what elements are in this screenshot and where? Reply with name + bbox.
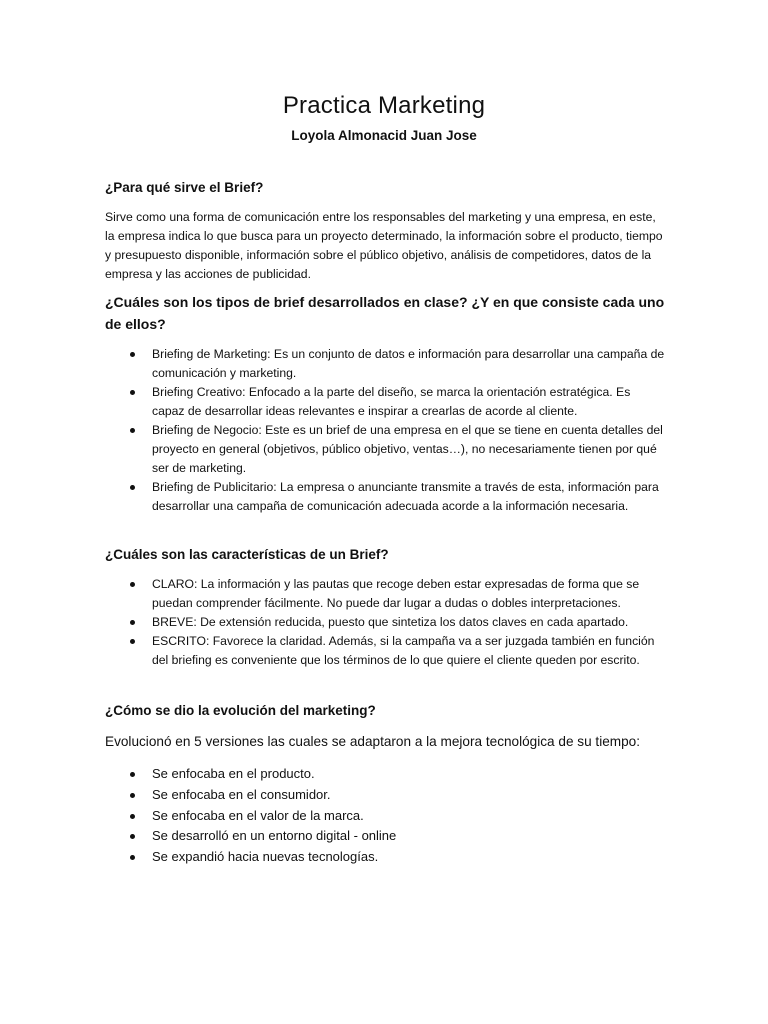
evolution-list [105, 764, 665, 868]
list-item: Briefing de Negocio: Este es un brief de una empresa en el que se tiene en cuenta detalles del proyecto en general (objetivos, público objetivo, ventas…), no necesariamente tienen por qué ser de marketing. [105, 421, 665, 478]
list-item: BREVE: De extensión reducida, puesto que sintetiza los datos claves en cada apartado. [105, 613, 665, 632]
characteristics-list [105, 575, 665, 670]
list-item: Briefing de Marketing: Es un conjunto de datos e información para desarrollar una campaña de comunicación y marketing. [105, 345, 665, 383]
list-item: Se enfocaba en el consumidor. [105, 785, 665, 806]
section-heading: ¿Cuáles son las características de un Brief? [105, 547, 389, 562]
section-heading: ¿Cómo se dio la evolución del marketing? [105, 703, 376, 718]
list-item: ESCRITO: Favorece la claridad. Además, si la campaña va a ser juzgada también en función del briefing es conveniente que los términos de lo que quiere el cliente queden por escrito. [105, 632, 665, 670]
list-item: Briefing Creativo: Enfocado a la parte del diseño, se marca la orientación estratégica. Es capaz de desarrollar ideas relevantes e inspirar a crearlas de acorde al cliente. [105, 383, 665, 421]
list-item: Se desarrolló en un entorno digital - online [105, 826, 665, 847]
list-item: Se expandió hacia nuevas tecnologías. [105, 847, 665, 868]
document-author: Loyola Almonacid Juan Jose [291, 128, 477, 143]
list-item: CLARO: La información y las pautas que recoge deben estar expresadas de forma que se puedan comprender fácilmente. No puede dar lugar a dudas o dobles interpretaciones. [105, 575, 665, 613]
section-brief-purpose [105, 177, 665, 284]
list-item: Se enfocaba en el valor de la marca. [105, 806, 665, 827]
section-marketing-evolution [105, 700, 665, 868]
section-paragraph: Sirve como una forma de comunicación entre los responsables del marketing y una empresa, en este, la empresa indica lo que busca para un proyecto determinado, la información sobre el producto, tiempo y presupuesto disponible, información sobre el público objetivo, análisis de competidores, datos de la empresa y las acciones de publicidad. [105, 210, 663, 281]
list-item: Briefing de Publicitario: La empresa o anunciante transmite a través de esta, información para desarrollar una campaña de comunicación adecuada acorde a la información necesaria. [105, 478, 665, 516]
list-item: Se enfocaba en el producto. [105, 764, 665, 785]
section-brief-types [105, 291, 665, 516]
section-paragraph: Evolucionó en 5 versiones las cuales se adaptaron a la mejora tecnológica de su tiempo: [105, 734, 641, 749]
section-brief-characteristics [105, 544, 665, 670]
section-heading: ¿Cuáles son los tipos de brief desarrollados en clase? ¿Y en que consiste cada uno de ellos? [105, 294, 665, 332]
document-title: Practica Marketing [282, 92, 486, 119]
section-heading: ¿Para qué sirve el Brief? [105, 180, 264, 195]
brief-types-list [105, 345, 665, 516]
